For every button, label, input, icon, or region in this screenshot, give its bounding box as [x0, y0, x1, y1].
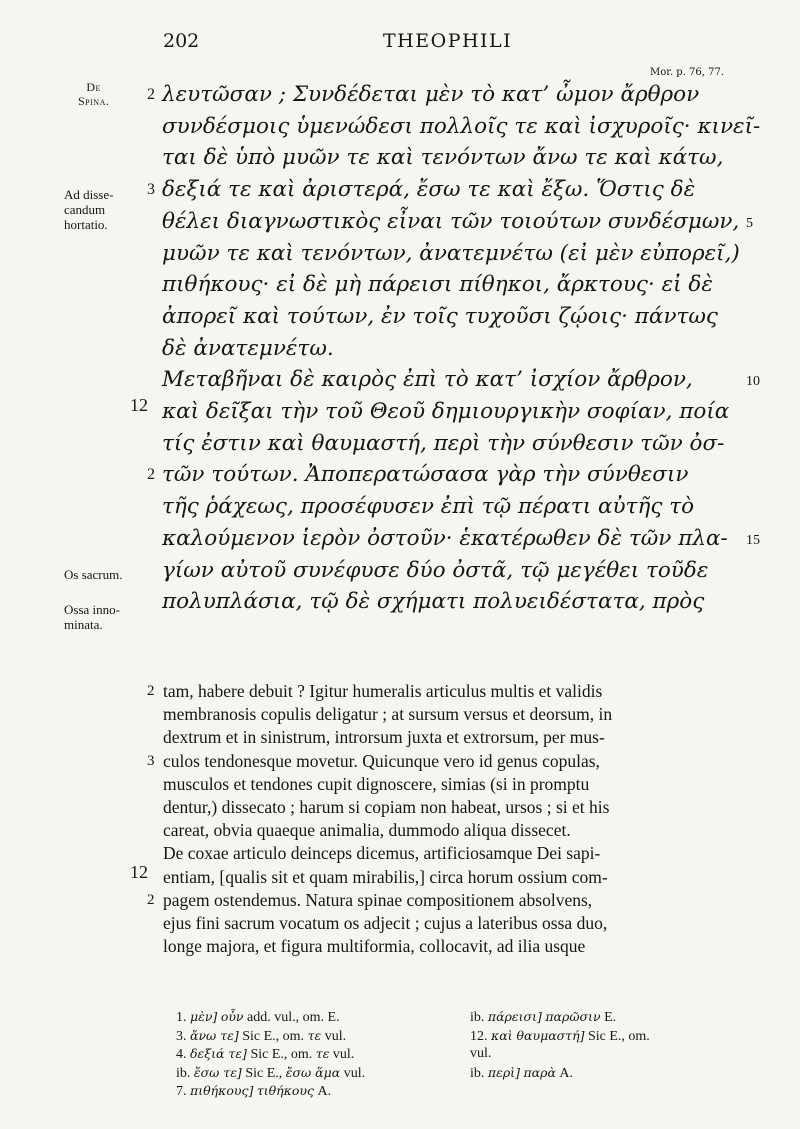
footnote-text: Sic E., om. [587, 1028, 650, 1044]
line-number: 10 [746, 374, 760, 390]
latin-subsection-number: 2 [147, 891, 155, 908]
footnote [470, 1065, 573, 1082]
footnote-lemma: περὶ] [487, 1064, 520, 1080]
margin-note-de-spina [78, 80, 109, 108]
footnote-text: vul. [470, 1046, 492, 1061]
footnote-variant: τιθήκους [256, 1083, 314, 1098]
greek-line: καὶ δεῖξαι τὴν τοῦ Θεοῦ δημιουργικὴν σοφίαν, ποία [162, 399, 730, 424]
footnote-text: A. [317, 1084, 332, 1099]
latin-line: dextrum et in sinistrum, introrsum juxta et extrorsum, per mus- [163, 727, 605, 748]
footnote [470, 1046, 491, 1062]
page-reference: Mor. p. 76, 77. [650, 67, 725, 78]
latin-subsection-number: 2 [147, 683, 155, 699]
margin-note-line: Ossa inno- [64, 602, 120, 617]
greek-line: ται δὲ ὑπὸ μυῶν τε καὶ τενόντων ἄνω τε καὶ κάτω, [162, 145, 724, 171]
latin-line: longe majora, et figura multiformia, collocavit, ad ilia usque [163, 936, 586, 957]
latin-line: careat, obvia quaeque animalia, dummodo aliqua dissecet. [163, 820, 571, 841]
footnote-label: 7. [176, 1084, 187, 1099]
footnote-lemma: δεξιά τε] [190, 1046, 247, 1061]
footnote [176, 1028, 346, 1045]
greek-line: λευτῶσαν ; Συνδέδεται μὲν τὸ κατ’ ὦμον ἄρθρον [162, 82, 700, 107]
footnote-text: vul. [343, 1065, 366, 1081]
latin-section-number: 12 [130, 862, 148, 882]
footnote-lemma: ἄνω τε] [190, 1027, 239, 1043]
greek-subsection-number: 2 [147, 86, 155, 103]
greek-line: τῆς ῥάχεως, προσέφυσεν ἐπὶ τῷ πέρατι αὐτῆς τὸ [162, 494, 695, 520]
margin-note-de: De [86, 80, 101, 94]
greek-line: γίων αὐτοῦ συνέφυσε δύο ὀστᾶ, τῷ μεγέθει τοῦδε [162, 557, 709, 583]
greek-line: θέλει διαγνωστικὸς εἶναι τῶν τοιούτων συνδέσμων, [162, 208, 740, 234]
footnote-variant: παρὰ [523, 1064, 556, 1080]
footnote [176, 1065, 365, 1082]
footnote [176, 1046, 354, 1063]
footnote-variant: οὖν [220, 1009, 244, 1024]
footnote-label: 4. [176, 1047, 187, 1062]
footnote-text: E. [604, 1010, 617, 1025]
latin-line: tam, habere debuit ? Igitur humeralis articulus multis et validis [163, 681, 603, 701]
greek-subsection-number: 3 [147, 181, 155, 199]
greek-line: πολυπλάσια, τῷ δὲ σχήματι πολυειδέστατα, πρὸς [162, 589, 705, 615]
line-number: 5 [746, 215, 753, 231]
greek-line: μυῶν τε καὶ τενόντων, ἀνατεμνέτω (εἰ μὲν εὐπορεῖ,) [162, 240, 740, 266]
footnote-label: ib. [470, 1010, 485, 1025]
footnote [176, 1009, 340, 1026]
greek-line: Μεταβῆναι δὲ καιρὸς ἐπὶ τὸ κατ’ ἰσχίον ἄρθρον, [162, 367, 693, 393]
greek-line: πιθήκους· εἰ δὲ μὴ πάρεισι πίθηκοι, ἄρκτους· εἰ δὲ [162, 272, 713, 298]
latin-line: ejus fini sacrum vocatum os adjecit ; cujus a lateribus ossa duo, [163, 913, 608, 933]
footnote [470, 1009, 616, 1026]
footnote-lemma: καὶ θαυμαστή] [491, 1027, 585, 1043]
footnote-label: 3. [176, 1028, 187, 1044]
latin-line: entiam, [qualis sit et quam mirabilis,] circa horum ossium com- [163, 866, 608, 887]
greek-line: συνδέσμοις ὑμενώδεσι πολλοῖς τε καὶ ἰσχυροῖς· κινεῖ- [162, 113, 761, 139]
margin-note-spina: Spina. [78, 94, 110, 108]
footnote-label: ib. [176, 1065, 191, 1081]
latin-line: dentur,) dissecato ; harum si copiam non habeat, ursos ; si et his [163, 797, 610, 817]
greek-line: καλούμενον ἱερὸν ὀστοῦν· ἑκατέρωθεν δὲ τῶν πλα- [162, 525, 728, 551]
latin-line: musculos et tendones cupit dignoscere, simias (si in promptu [163, 773, 590, 794]
margin-note-os-sacrum: Os sacrum. [64, 567, 123, 582]
greek-subsection-number: 2 [147, 466, 155, 484]
footnote-lemma: μὲν] [190, 1009, 218, 1024]
footnote-text: A. [559, 1065, 574, 1081]
margin-note-line: minata. [64, 617, 103, 632]
footnote-text: Sic E., om. [250, 1047, 313, 1062]
footnote [176, 1083, 331, 1100]
greek-line: δεξιά τε καὶ ἀριστερά, ἔσω τε καὶ ἔξω. Ὅστις δὲ [162, 177, 696, 203]
latin-subsection-number: 3 [147, 752, 155, 769]
greek-section-number: 12 [130, 395, 148, 415]
footnote-label: 12. [470, 1028, 488, 1044]
page-number: 202 [163, 30, 200, 52]
footnote-text: vul. [324, 1028, 347, 1044]
greek-line: τῶν τούτων. Ἀποπερατώσασα γὰρ τὴν σύνθεσιν [162, 462, 689, 488]
footnote-text: Sic E., om. [242, 1028, 305, 1044]
margin-note-ossa-innominata [64, 602, 120, 632]
footnote-variant: ἔσω ἅμα [285, 1064, 341, 1080]
margin-note-line: hortatio. [64, 217, 108, 232]
running-title: THEOPHILI [383, 30, 513, 52]
margin-note-ad-dissecandum [64, 187, 113, 232]
footnote [470, 1028, 650, 1045]
line-number: 15 [746, 532, 760, 548]
footnote-text: vul. [332, 1047, 355, 1062]
footnote-label: ib. [470, 1065, 485, 1081]
footnote-variant: παρῶσιν [545, 1009, 601, 1024]
footnote-label: 1. [176, 1010, 187, 1025]
latin-line: culos tendonesque movetur. Quicunque vero id genus copulas, [163, 750, 600, 771]
footnote-lemma: ἔσω τε] [193, 1064, 242, 1080]
footnote-text: add. vul., om. E. [247, 1010, 340, 1025]
greek-line: ἀπορεῖ καὶ τούτων, ἐν τοῖς τυχοῦσι ζῴοις· πάντως [162, 303, 718, 329]
latin-line: pagem ostendemus. Natura spinae compositionem absolvens, [163, 889, 593, 910]
footnote-lemma: πιθήκους] [190, 1083, 254, 1098]
margin-note-line: candum [64, 202, 106, 217]
footnote-text: Sic E., [245, 1065, 283, 1081]
footnote-variant: τε [315, 1046, 330, 1061]
margin-note-line: Ad disse- [64, 187, 114, 202]
footnote-variant: τε [307, 1027, 322, 1043]
greek-line: δὲ ἀνατεμνέτω. [162, 335, 334, 361]
greek-line: τίς ἐστιν καὶ θαυμαστή, περὶ τὴν σύνθεσιν τῶν ὀσ- [162, 430, 725, 456]
latin-line: De coxae articulo deinceps dicemus, artificiosamque Dei sapi- [163, 843, 601, 864]
latin-line: membranosis copulis deligatur ; at sursum versus et deorsum, in [163, 704, 613, 725]
footnote-lemma: πάρεισι] [487, 1009, 542, 1024]
